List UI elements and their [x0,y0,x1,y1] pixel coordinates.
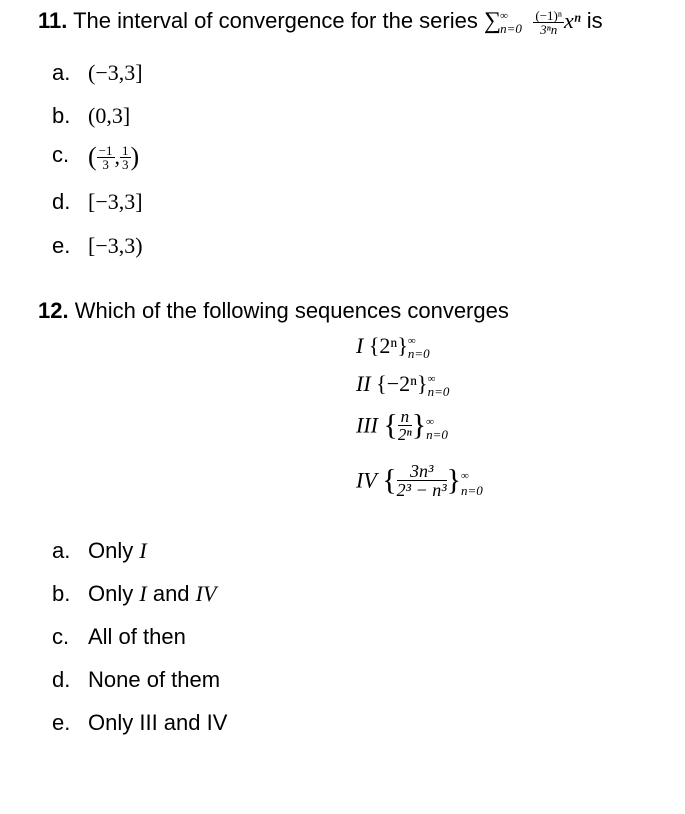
sum-lower: n=0 [500,20,522,36]
option-label: e. [52,233,71,258]
option-label: a. [52,60,71,85]
option-roman: I [139,581,147,606]
fraction-numerator: (−1)ⁿ [535,8,562,24]
option-text: Only [88,581,134,606]
q12-option-d[interactable] [52,667,220,693]
option-label: c. [52,142,70,168]
option-value: (0,3] [88,103,131,128]
roman-label: III [356,412,378,438]
fraction-denominator: 3ⁿn [540,22,558,38]
option-text: Only III and IV [88,710,228,735]
sum-symbol: ∑ [483,8,502,34]
sequence-i: I {2ⁿ} ∞ n=0 [356,333,430,361]
q11-option-b[interactable] [52,103,130,129]
series-expression [484,8,581,36]
question-12 [38,298,509,324]
option-roman: IV [195,581,217,606]
question-number: 11. [38,8,68,34]
fraction: $\frac{1}{3}$ [122,142,129,172]
question-text: The interval of convergence for the series [73,8,478,34]
option-label: a. [52,538,71,563]
option-text: All of then [88,624,186,649]
option-value: [−3,3) [88,233,143,258]
series-term: xⁿ [563,8,581,33]
sequence-iii: III { $\frac{n}{\text{2ⁿ}}$ } ∞ n=0 [356,407,448,444]
option-label: c. [52,624,70,649]
q11-option-e[interactable] [52,233,143,259]
q12-option-b[interactable] [52,581,216,607]
option-label: e. [52,710,71,735]
q12-option-e[interactable] [52,710,227,736]
sequence-iv: IV { $\frac{\text{3n³}}{\text{2³ − n³}}$ } ∞ n=0 [356,461,483,500]
roman-label: IV [356,467,377,493]
question-tail: is [586,8,603,34]
series-fraction [533,9,564,36]
option-label: d. [52,189,71,214]
option-text: and [152,581,190,606]
option-label: b. [52,581,71,606]
roman-label: II [356,371,371,396]
option-value: ( $\frac{-1}{3}$ , $\frac{1}{3}$ ) [88,142,140,172]
option-label: b. [52,103,71,128]
question-number: 12. [38,298,69,323]
sum-upper: ∞ [500,9,508,22]
question-11 [38,8,603,36]
q12-option-a[interactable] [52,538,147,564]
sequence-ii: II {−2ⁿ} ∞ n=0 [356,371,450,399]
option-label: d. [52,667,71,692]
fraction: $\frac{\text{3n³}}{\text{2³ − n³}}$ [396,461,447,500]
question-text: Which of the following sequences converges [74,298,509,323]
option-value: [−3,3] [88,189,143,214]
q11-option-c[interactable] [52,142,139,172]
fraction: $\frac{-1}{3}$ [98,142,113,172]
q11-option-a[interactable] [52,60,143,86]
q12-option-c[interactable] [52,624,186,650]
option-text: Only [88,538,134,563]
roman-label: I [356,333,364,358]
option-value: (−3,3] [88,60,143,85]
option-roman: I [139,538,147,563]
sequence-body: {−2ⁿ} [376,371,428,396]
option-text: None of them [88,667,221,692]
q11-option-d[interactable] [52,189,143,215]
fraction: $\frac{n}{\text{2ⁿ}}$ [397,407,412,444]
sequence-body: {2ⁿ} [368,333,408,358]
